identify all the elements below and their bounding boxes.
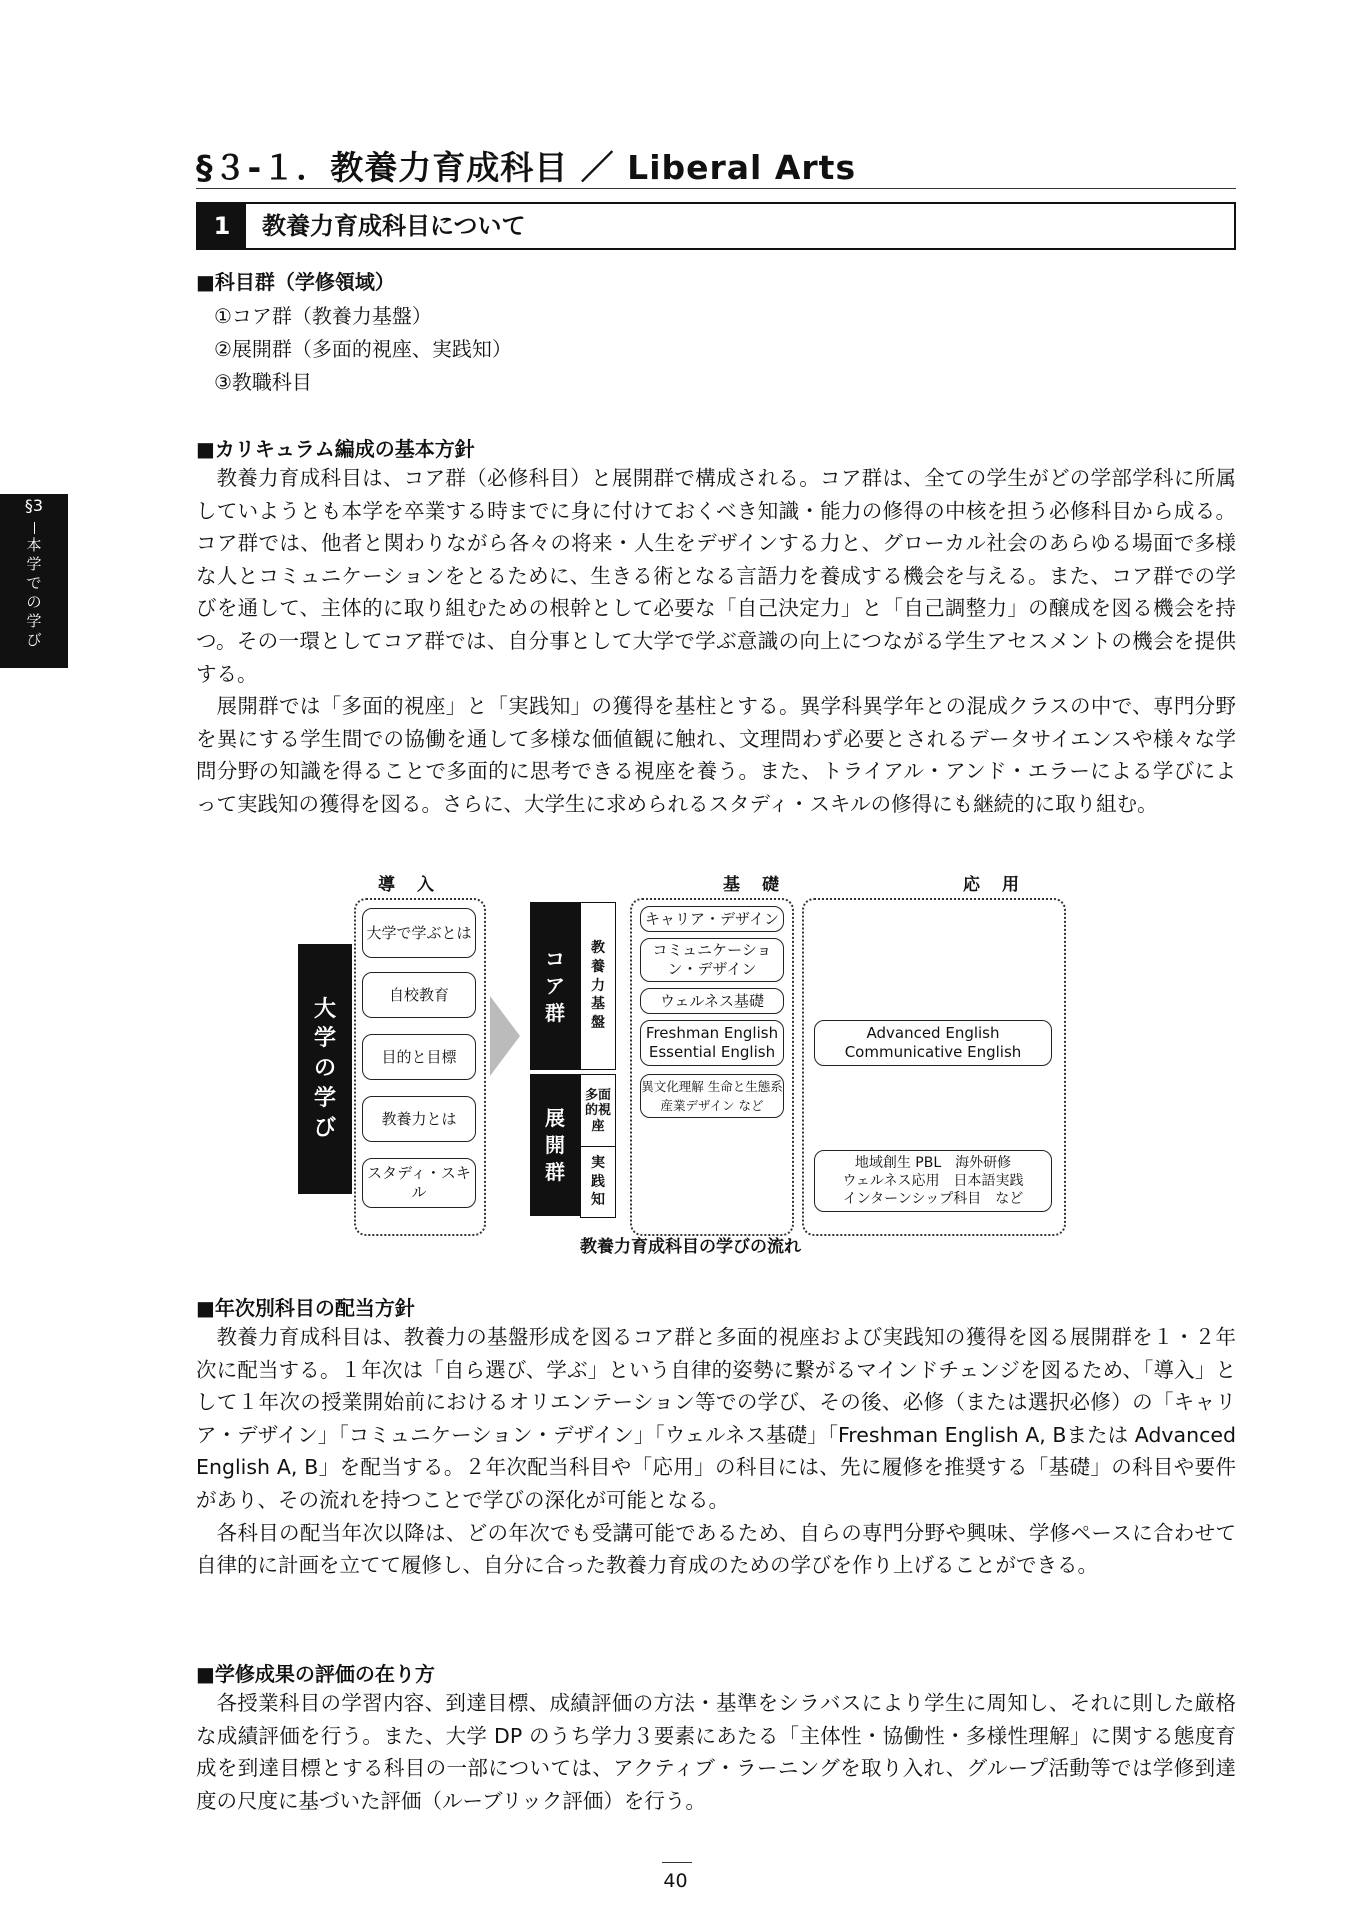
flow-arrow-icon [490,996,520,1076]
basic-item: 異文化理解 生命と生態系 産業デザイン など [640,1074,784,1118]
development-sub-label-1 [580,1074,616,1148]
core-sub-text: 教養力基盤 [590,939,605,1032]
intro-item: スタディ・スキル [362,1158,476,1208]
core-sub-label [580,902,616,1070]
intro-item: 目的と目標 [362,1034,476,1080]
column-header-intro: 導 入 [378,875,442,895]
intro-item: 大学で学ぶとは [362,908,476,958]
development-sub-text-2: 実践知 [590,1154,605,1209]
side-tab-label: 本学での学び [26,536,42,649]
page-title: §３-１．教養力育成科目 ／ Liberal Arts [196,148,857,187]
basic-item: ウェルネス基礎 [640,988,784,1014]
yearly-policy-heading: ■年次別科目の配当方針 [196,1296,415,1320]
university-learning-text: 大学の学び [313,996,336,1141]
subject-groups-heading: ■科目群（学修領域） [196,270,395,294]
applied-item: 地域創生 PBL 海外研修 ウェルネス応用 日本語実践 インターンシップ科目 など [814,1150,1052,1212]
side-tab-number: §3 [24,496,44,515]
page-number: 40 [663,1870,688,1892]
basic-item: キャリア・デザイン [640,906,784,932]
subject-group-item: ③教職科目 [214,370,312,394]
development-group-label [530,1074,580,1216]
curriculum-policy-heading: ■カリキュラム編成の基本方針 [196,437,475,461]
evaluation-body [196,1687,1236,1817]
evaluation-heading: ■学修成果の評価の在り方 [196,1662,435,1686]
paragraph: 各科目の配当年次以降は、どの年次でも受講可能であるため、自らの専門分野や興味、学修ペースに合わせて自律的に計画を立てて履修し、自分に合った教養力育成のための学びを作り上げることができる。 [196,1520,1236,1578]
side-tab [0,494,68,668]
university-learning-label [298,944,352,1194]
core-group-text: コア群 [545,946,565,1025]
page-number-rule [662,1862,692,1863]
development-sub-text-1: 多面的視座 [584,1087,611,1134]
side-tab-divider [34,522,35,534]
learning-flow-diagram [290,868,1140,1260]
intro-item: 教養力とは [362,1096,476,1142]
column-header-applied: 応 用 [963,875,1027,895]
intro-item: 自校教育 [362,972,476,1018]
title-rule [196,188,1236,189]
development-group-text: 展開群 [545,1105,565,1184]
basic-item: コミュニケーション・デザイン [640,938,784,982]
section-label: 教養力育成科目について [262,212,526,240]
paragraph: 教養力育成科目は、コア群（必修科目）と展開群で構成される。コア群は、全ての学生がどの学部学科に所属していようとも本学を卒業する時までに身に付けておくべき知識・能力の修得の中核を担う必修科目から成る。コア群では、他者と関わりながら各々の将来・人生をデザインする力と、グローカル社会のあらゆる場面で多様な人とコミュニケーションをとるために、生きる術となる言語力を養成する機会を与える。また、コア群での学びを通して、主体的に取り組むための根幹として必要な「自己決定力」と「自己調整力」の醸成を図る機会を持つ。その一環としてコア群では、自分事として大学で学ぶ意識の向上につながる学生アセスメントの機会を提供する。 [196,466,1236,686]
paragraph: 各授業科目の学習内容、到達目標、成績評価の方法・基準をシラバスにより学生に周知し、それに則した厳格な成績評価を行う。また、大学 DP のうち学力３要素にあたる「主体性・協働性・多様性理解」に関する態度育成を到達目標とする科目の一部については、アクティブ・ラーニングを取り入れ、グループ活動等では学修到達度の尺度に基づいた評価（ルーブリック評価）を行う。 [196,1691,1236,1813]
core-group-label [530,902,580,1070]
curriculum-policy-body [196,462,1236,821]
paragraph: 展開群では「多面的視座」と「実践知」の獲得を基柱とする。異学科異学年との混成クラスの中で、専門分野を異にする学生間での協働を通して多様な価値観に触れ、文理問わず必要とされるデータサイエンスや様々な学問分野の知識を得ることで多面的に思考できる視座を養う。また、トライアル・アンド・エラーによる学びによって実践知の獲得を図る。さらに、大学生に求められるスタディ・スキルの修得にも継続的に取り組む。 [196,694,1236,816]
diagram-caption: 教養力育成科目の学びの流れ [580,1237,801,1257]
section-number: 1 [198,204,246,248]
column-header-basic: 基 礎 [723,875,787,895]
applied-item: Advanced English Communicative English [814,1020,1052,1066]
section-header [196,202,1236,250]
paragraph: 教養力育成科目は、教養力の基盤形成を図るコア群と多面的視座および実践知の獲得を図る展開群を１・２年次に配当する。１年次は「自ら選び、学ぶ」という自律的姿勢に繋がるマインドチェンジを図るため、「導入」として１年次の授業開始前におけるオリエンテーション等での学び、その後、必修（または選択必修）の「キャリア・デザイン」「コミュニケーション・デザイン」「ウェルネス基礎」「Freshman English A, Bまたは Advanced English A, B」を配当する。２年次配当科目や「応用」の科目には、先に履修を推奨する「基礎」の科目や要件があり、その流れを持つことで学びの深化が可能となる。 [196,1325,1236,1512]
subject-group-item: ①コア群（教養力基盤） [214,304,432,328]
development-sub-label-2 [580,1146,616,1218]
yearly-policy-body [196,1321,1236,1582]
subject-group-item: ②展開群（多面的視座、実践知） [214,337,512,361]
basic-item: Freshman English Essential English [640,1020,784,1066]
